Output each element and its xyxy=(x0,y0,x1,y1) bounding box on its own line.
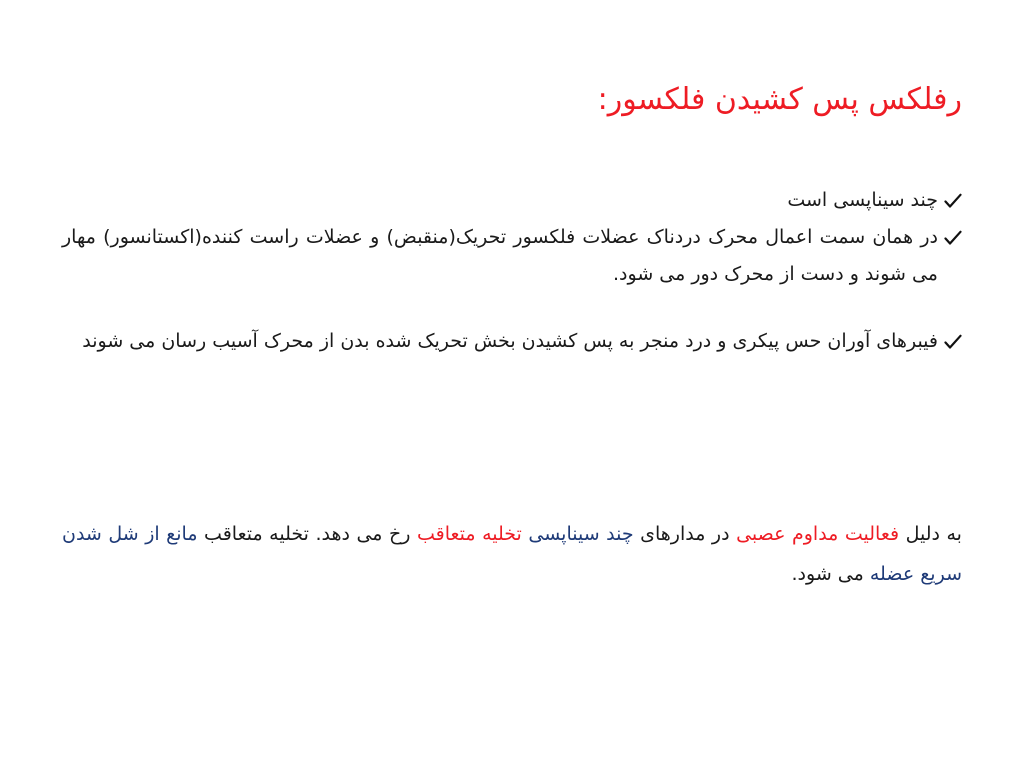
bullet-text: در همان سمت اعمال محرک دردناک عضلات فلکسور تحریک(منقبض) و عضلات راست کننده(اکستانسور) مهار می شوند و دست از محرک دور می شود. xyxy=(62,226,938,285)
paragraph-text: در مدارهای xyxy=(633,523,737,545)
paragraph-text: رخ می دهد. تخلیه متعاقب xyxy=(197,523,417,545)
paragraph-text: به دلیل xyxy=(899,523,962,545)
checkmark-icon xyxy=(938,182,962,219)
bullet-list xyxy=(62,182,962,360)
checkmark-icon xyxy=(938,219,962,256)
highlight-text: چند سیناپسی xyxy=(528,523,634,545)
summary-paragraph xyxy=(62,514,962,594)
highlight-text: مانع از شل شدن سریع عضله xyxy=(62,523,962,585)
highlight-text: تخلیه متعاقب xyxy=(416,523,522,545)
list-item xyxy=(62,219,962,293)
slide-title: رفلکس پس کشیدن فلکسور: xyxy=(597,82,962,117)
bullet-text: چند سیناپسی است xyxy=(787,189,938,211)
checkmark-icon xyxy=(938,323,962,360)
highlight-text: فعالیت مداوم عصبی xyxy=(736,523,900,545)
list-item xyxy=(62,323,962,360)
list-item xyxy=(62,182,962,219)
paragraph-text: می شود. xyxy=(791,563,870,585)
bullet-text: فیبرهای آوران حس پیکری و درد منجر به پس کشیدن بخش تحریک شده بدن از محرک آسیب رسان می شوند xyxy=(82,330,938,352)
